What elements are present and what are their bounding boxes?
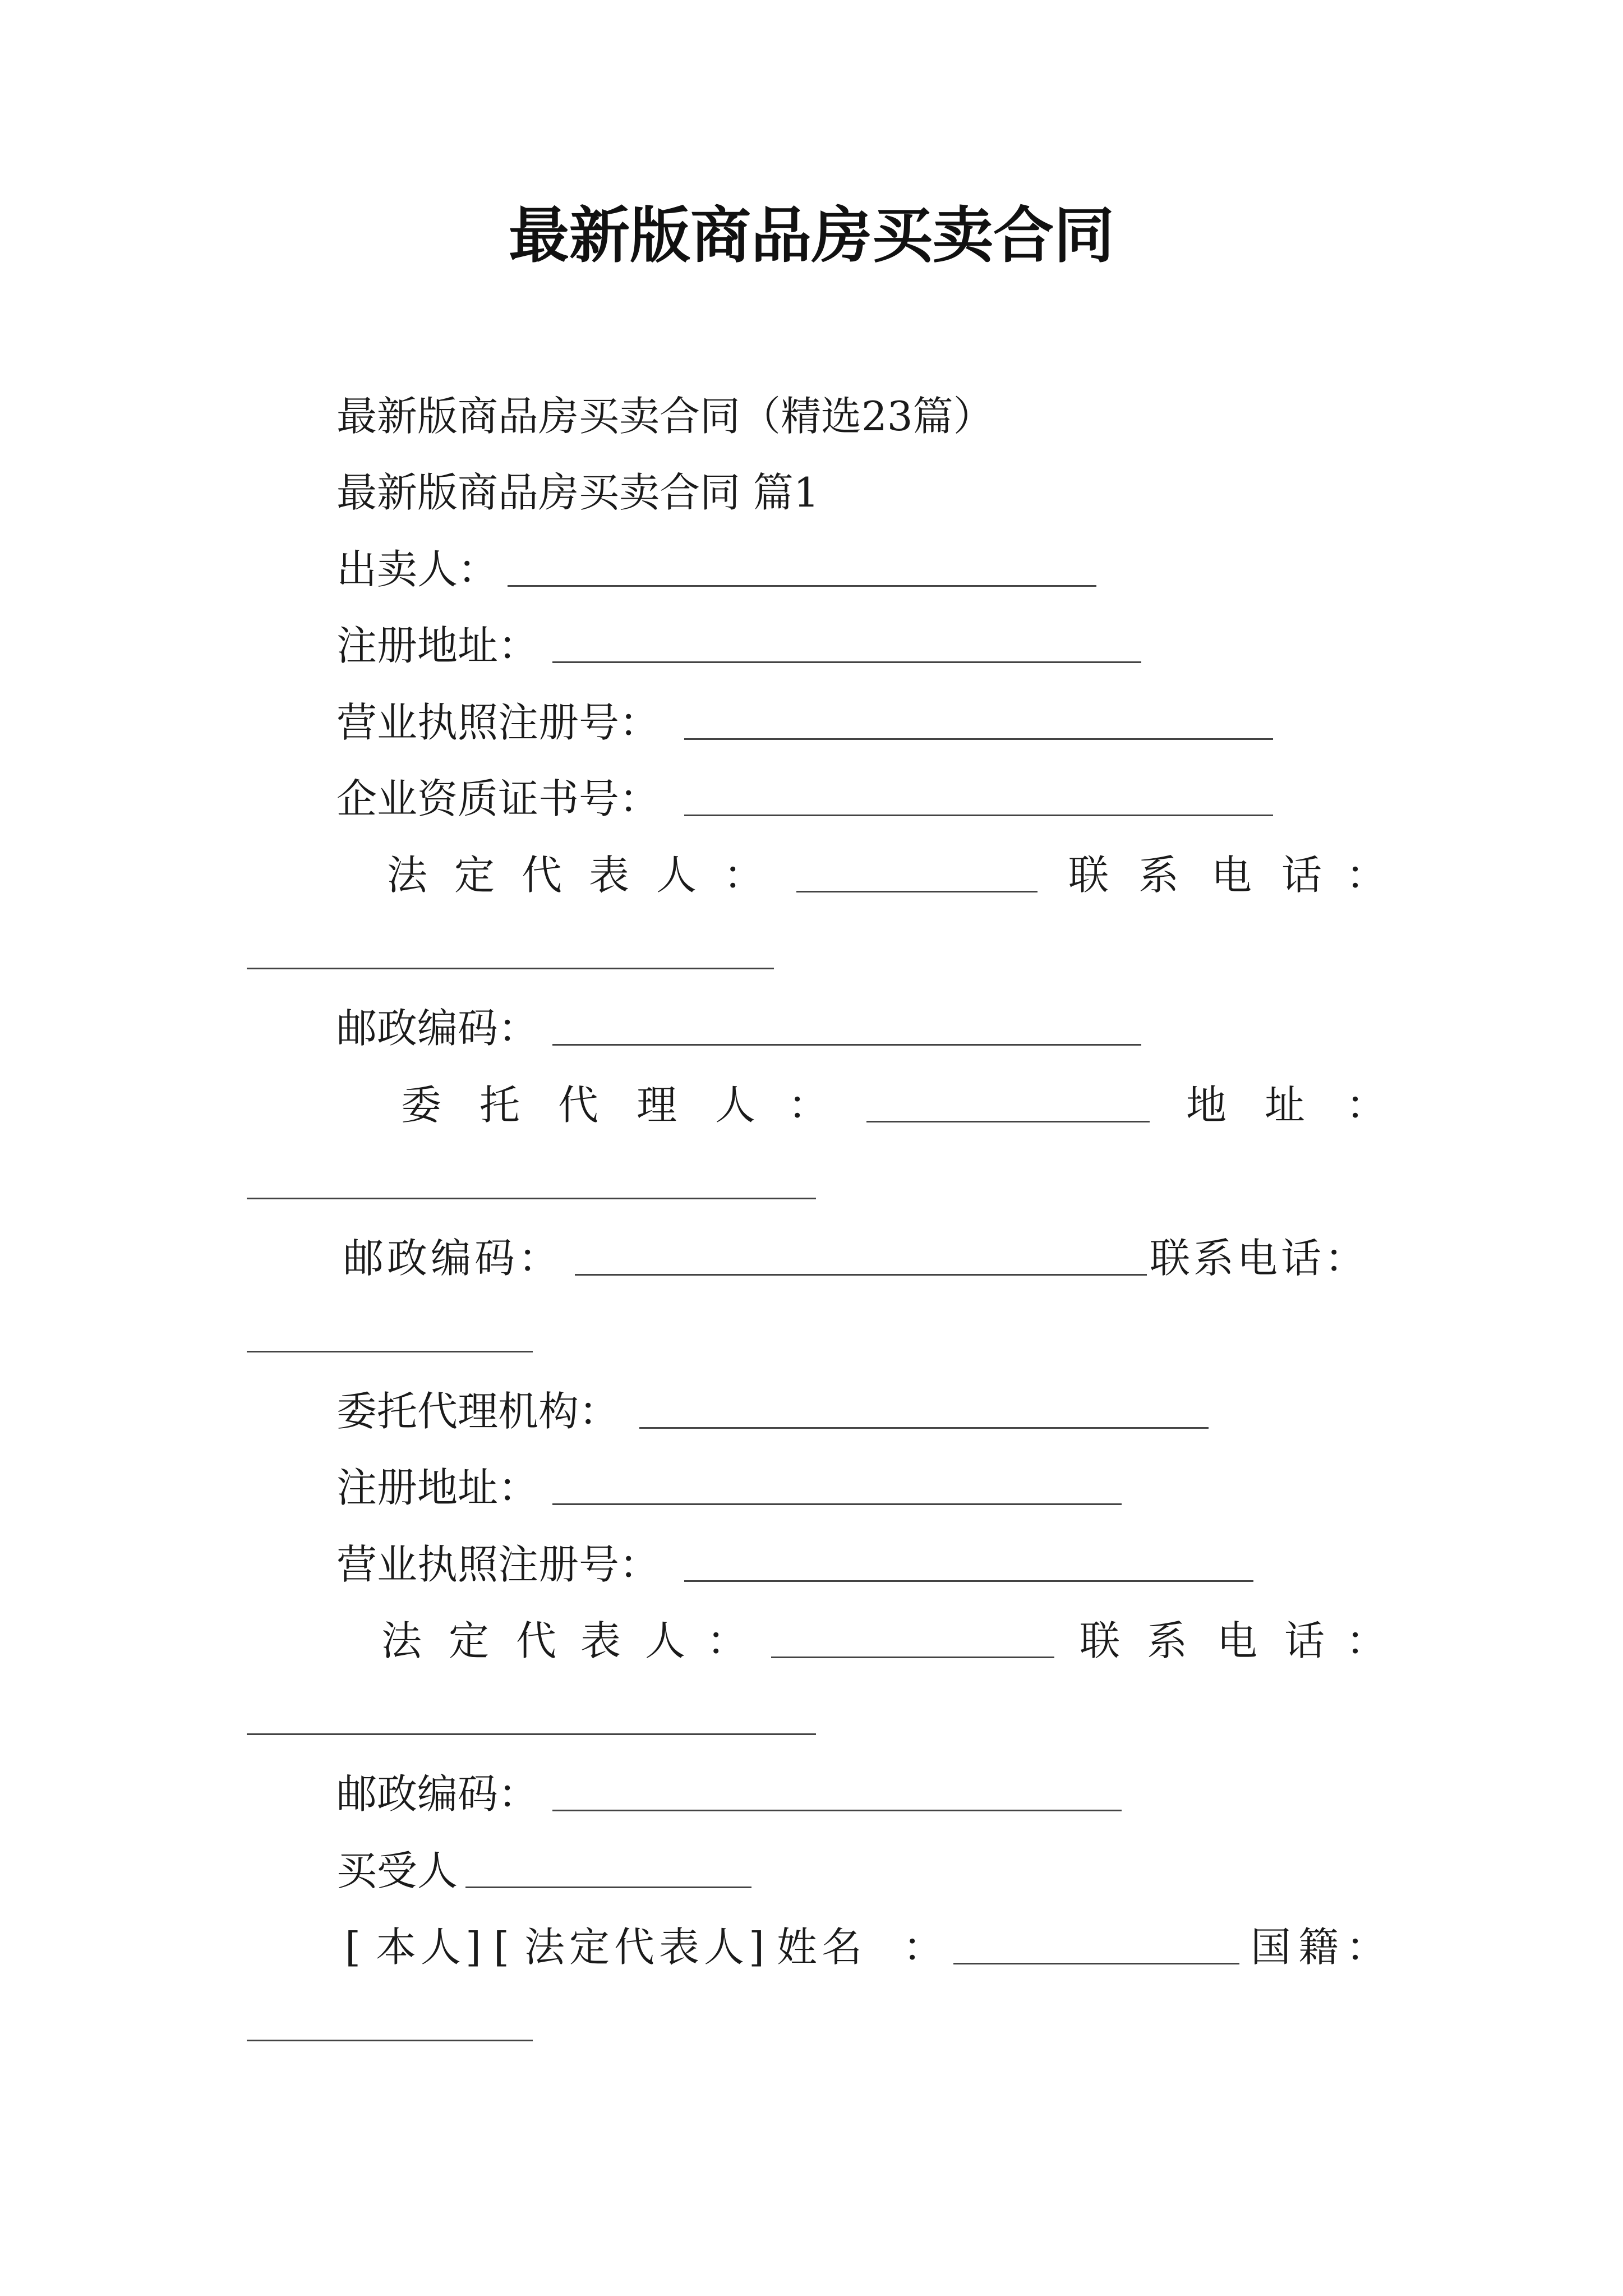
phone-char: 电 xyxy=(1211,852,1252,899)
business-license-label-2: 营业执照注册号： xyxy=(336,1541,660,1588)
section-heading: 最新版商品房买卖合同 篇1 xyxy=(336,469,819,516)
reg-address-blank[interactable] xyxy=(552,661,1141,663)
agency-label: 委托代理机构： xyxy=(336,1388,620,1435)
document-title: 最新版商品房买卖合同 xyxy=(508,200,1114,271)
address-char: 地 xyxy=(1186,1082,1227,1129)
contact-phone-blank-1[interactable] xyxy=(247,968,774,969)
nationality-char: ： xyxy=(1346,1924,1387,1971)
phone-char: 话 xyxy=(1284,1617,1325,1664)
phone-char: 话 xyxy=(1281,852,1322,899)
reg-address-blank-2[interactable] xyxy=(552,1503,1122,1505)
phone-char: 系 xyxy=(1138,852,1179,899)
seller-blank[interactable] xyxy=(508,585,1096,587)
nationality-char: 国 xyxy=(1251,1924,1292,1971)
agent-char: 人 xyxy=(715,1082,756,1129)
buyer-name-row xyxy=(0,1919,1623,1975)
address-char: ： xyxy=(1346,1082,1387,1129)
phone-char: 联 xyxy=(1080,1617,1121,1664)
phone-char: ： xyxy=(1346,1617,1387,1664)
business-license-label: 营业执照注册号： xyxy=(336,699,660,746)
buyer-name-char: 本 xyxy=(376,1924,417,1971)
reg-address-label-2: 注册地址： xyxy=(336,1464,539,1511)
buyer-name-char: 定 xyxy=(569,1924,610,1971)
business-license-blank[interactable] xyxy=(684,738,1273,740)
phone-char: 系 xyxy=(1147,1617,1188,1664)
postcode-blank-3[interactable] xyxy=(552,1810,1122,1811)
address-blank[interactable] xyxy=(247,1198,816,1199)
buyer-name-char: ： xyxy=(903,1924,944,1971)
buyer-name-char: 姓 xyxy=(777,1924,818,1971)
document-subtitle: 最新版商品房买卖合同（精选23篇） xyxy=(336,393,994,440)
buyer-name-char: 名 xyxy=(822,1924,863,1971)
legal-rep-blank-1[interactable] xyxy=(796,891,1038,892)
buyer-name-char: ] xyxy=(465,1924,482,1971)
buyer-name-char: [ xyxy=(494,1924,510,1971)
legal-rep-char: 代 xyxy=(522,852,562,899)
agent-char: 代 xyxy=(558,1082,599,1129)
agent-char: 理 xyxy=(637,1082,677,1129)
legal-rep-char: 定 xyxy=(449,1617,490,1664)
buyer-name-char: ] xyxy=(749,1924,765,1971)
legal-rep-char: ： xyxy=(723,852,764,899)
agency-blank[interactable] xyxy=(639,1427,1209,1429)
buyer-name-char: 人 xyxy=(421,1924,462,1971)
phone-char: 联 xyxy=(1068,852,1109,899)
contact-phone-blank-2[interactable] xyxy=(247,1351,533,1352)
agent-row xyxy=(0,1077,1623,1133)
buyer-name-char: 人 xyxy=(704,1924,745,1971)
postcode-blank-1[interactable] xyxy=(552,1044,1141,1046)
legal-rep-char: 法 xyxy=(387,852,428,899)
postcode-label-3: 邮政编码： xyxy=(336,1770,539,1818)
buyer-name-char: 代 xyxy=(614,1924,655,1971)
legal-rep-row-2 xyxy=(0,1613,1623,1669)
buyer-blank[interactable] xyxy=(465,1887,751,1888)
legal-rep-char: ： xyxy=(707,1617,748,1664)
qualification-cert-label: 企业资质证书号： xyxy=(336,775,660,822)
legal-rep-char: 表 xyxy=(589,852,630,899)
postcode-blank-2[interactable] xyxy=(575,1274,1147,1276)
qualification-cert-blank[interactable] xyxy=(684,815,1273,816)
legal-rep-char: 人 xyxy=(645,1617,686,1664)
legal-rep-char: 法 xyxy=(381,1617,422,1664)
buyer-name-char: 表 xyxy=(659,1924,700,1971)
buyer-name-char: 法 xyxy=(524,1924,565,1971)
postcode-label-2: 邮政编码： xyxy=(343,1235,562,1282)
reg-address-label: 注册地址： xyxy=(336,622,539,669)
legal-rep-char: 代 xyxy=(516,1617,557,1664)
legal-rep-char: 表 xyxy=(580,1617,621,1664)
phone-char: ： xyxy=(1346,852,1387,899)
postcode-label: 邮政编码： xyxy=(336,1005,539,1052)
legal-rep-blank-2[interactable] xyxy=(771,1657,1054,1658)
nationality-char: 籍 xyxy=(1298,1924,1339,1971)
buyer-name-char: [ xyxy=(345,1924,361,1971)
buyer-name-blank[interactable] xyxy=(953,1963,1239,1964)
legal-rep-char: 人 xyxy=(656,852,697,899)
address-char: 址 xyxy=(1265,1082,1306,1129)
nationality-blank[interactable] xyxy=(247,2040,533,2041)
agent-blank[interactable] xyxy=(866,1121,1150,1122)
agent-char: ： xyxy=(788,1082,829,1129)
legal-rep-char: 定 xyxy=(454,852,495,899)
legal-rep-row-1 xyxy=(0,847,1623,903)
business-license-blank-2[interactable] xyxy=(684,1580,1253,1582)
buyer-label: 买受人 xyxy=(336,1847,458,1894)
contact-phone-label-2: 联系电话： xyxy=(1150,1235,1369,1282)
contact-phone-blank-3[interactable] xyxy=(247,1733,816,1735)
phone-char: 电 xyxy=(1217,1617,1258,1664)
agent-char: 托 xyxy=(479,1082,520,1129)
agent-char: 委 xyxy=(401,1082,442,1129)
seller-label: 出卖人： xyxy=(336,546,499,593)
